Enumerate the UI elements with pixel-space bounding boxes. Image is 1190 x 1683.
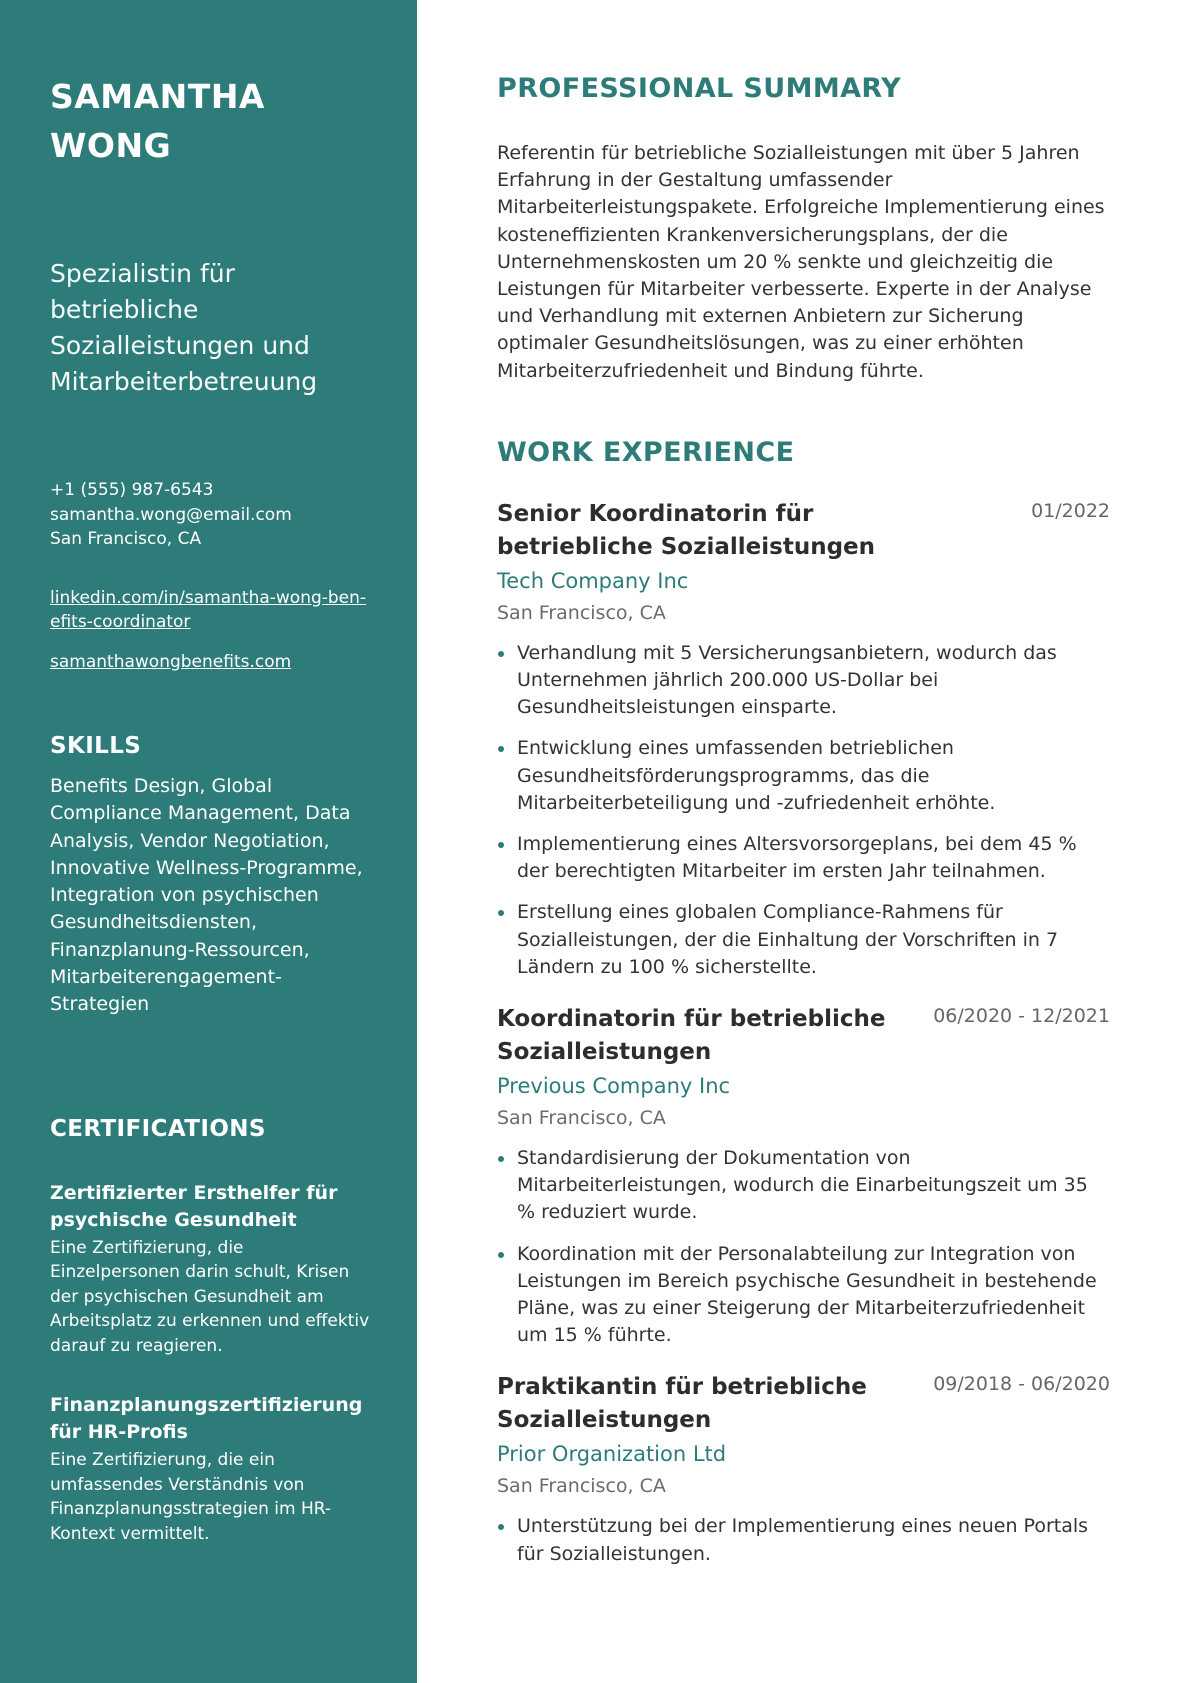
bullet-item: Erstellung eines globalen Compliance-Rahmens für Sozialleistungen, der die Einhaltung der Vorschriften in 7 Ländern zu 100 % sicherstellte.: [497, 899, 1110, 981]
job-date: 06/2020 - 12/2021: [933, 1005, 1110, 1028]
name-line-first: SAMANTHA: [50, 77, 265, 116]
job-title: Praktikantin für betriebliche Sozialleistungen: [497, 1374, 867, 1434]
work-experience-heading: WORK EXPERIENCE: [497, 436, 795, 468]
company-name: Tech Company Inc: [497, 568, 689, 593]
bullet-item: Standardisierung der Dokumentation von Mitarbeiterleistungen, wodurch die Einarbeitungszeit um 35 % reduziert wurde.: [497, 1145, 1110, 1227]
linkedin-link-line2: efits-coordinator: [50, 612, 191, 632]
company-name: Previous Company Inc: [497, 1074, 731, 1099]
job-bullets: [497, 1513, 1110, 1567]
certification-item: [50, 1392, 377, 1546]
job-entry: [497, 498, 1110, 981]
job-date: 09/2018 - 06/2020: [933, 1373, 1110, 1396]
company-name: Prior Organization Ltd: [497, 1442, 727, 1467]
email-address: samantha.wong@email.com: [50, 504, 292, 525]
bullet-item: Entwicklung eines umfassenden betrieblichen Gesundheitsförderungsprogramms, das die Mitarbeiterbeteiligung und -zufriedenheit erhöhte.: [497, 735, 1110, 817]
skills-list: Benefits Design, Global Compliance Management, Data Analysis, Vendor Negotiation, Innovative Wellness-Programme, Integration von psychischen Gesundheitsdiensten, Finanzplanung-Ressourcen, Mitarbeiterengagement-Strategien: [50, 775, 363, 1016]
summary-heading: PROFESSIONAL SUMMARY: [497, 73, 902, 104]
job-location: San Francisco, CA: [497, 1107, 666, 1130]
candidate-name: [50, 72, 377, 170]
skills-heading: SKILLS: [50, 733, 142, 759]
certification-description: Eine Zertifizierung, die ein umfassendes Verständnis von Finanzplanungsstrategien im HR-Kontext vermittelt.: [50, 1450, 331, 1544]
profile-links: [50, 586, 377, 675]
professional-title: Spezialistin für betriebliche Sozialleistungen und Mitarbeiterbetreuung: [50, 259, 318, 396]
job-title: Koordinatorin für betriebliche Sozialleistungen: [497, 1006, 886, 1066]
summary-text: Referentin für betriebliche Sozialleistungen mit über 5 Jahren Erfahrung in der Gestaltung umfassender Mitarbeiterleistungspakete. Erfolgreiche Implementierung eines kosteneffizienten Krankenversicherungsplans, der die Unternehmenskosten um 20 % senkte und gleichzeitig die Leistungen für Mitarbeiter verbesserte. Experte in der Analyse und Verhandlung mit externen Anbietern zur Sicherung optimaler Gesundheitslösungen, was zu einer erhöhten Mitarbeiterzufriedenheit und Bindung führte.: [497, 142, 1105, 382]
certifications-heading: CERTIFICATIONS: [50, 1115, 266, 1142]
job-entry: [497, 1003, 1110, 1349]
job-entry: [497, 1371, 1110, 1567]
bullet-item: Koordination mit der Personalabteilung zur Integration von Leistungen im Bereich psychische Gesundheit in bestehende Pläne, was zu einer Steigerung der Mitarbeiterzufriedenheit um 15 % führte.: [497, 1241, 1110, 1350]
bullet-item: Implementierung eines Altersvorsorgeplans, bei dem 45 % der berechtigten Mitarbeiter im ersten Jahr teilnahmen.: [497, 831, 1110, 885]
linkedin-link-line1: linkedin.com/in/samantha-wong-ben-: [50, 587, 367, 608]
main-content: [497, 0, 1110, 1568]
job-bullets: [497, 640, 1110, 981]
certification-item: [50, 1180, 377, 1359]
certification-description: Eine Zertifizierung, die Einzelpersonen darin schult, Krisen der psychischen Gesundheit am Arbeitsplatz zu erkennen und effektiv darauf zu reagieren.: [50, 1237, 370, 1356]
bullet-item: Verhandlung mit 5 Versicherungsanbietern, wodurch das Unternehmen jährlich 200.000 US-Dollar bei Gesundheitsleistungen einsparte.: [497, 640, 1110, 722]
name-line-last: WONG: [50, 126, 172, 165]
job-title: Senior Koordinatorin für betriebliche Sozialleistungen: [497, 500, 876, 560]
bullet-item: Unterstützung bei der Implementierung eines neuen Portals für Sozialleistungen.: [497, 1513, 1110, 1567]
contact-info: [50, 478, 377, 552]
certification-name: Zertifizierter Ersthelfer für psychische Gesundheit: [50, 1181, 338, 1231]
sidebar: [0, 0, 417, 1683]
job-date: 01/2022: [1031, 499, 1110, 522]
phone-number: +1 (555) 987-6543: [50, 480, 214, 500]
job-location: San Francisco, CA: [497, 1475, 666, 1498]
job-location: San Francisco, CA: [497, 601, 666, 624]
job-bullets: [497, 1145, 1110, 1349]
website-link[interactable]: samanthawongbenefits.com: [50, 651, 292, 672]
linkedin-link[interactable]: [50, 586, 377, 635]
contact-location: San Francisco, CA: [50, 529, 202, 549]
certification-name: Finanzplanungszertifizierung für HR-Profis: [50, 1394, 363, 1444]
